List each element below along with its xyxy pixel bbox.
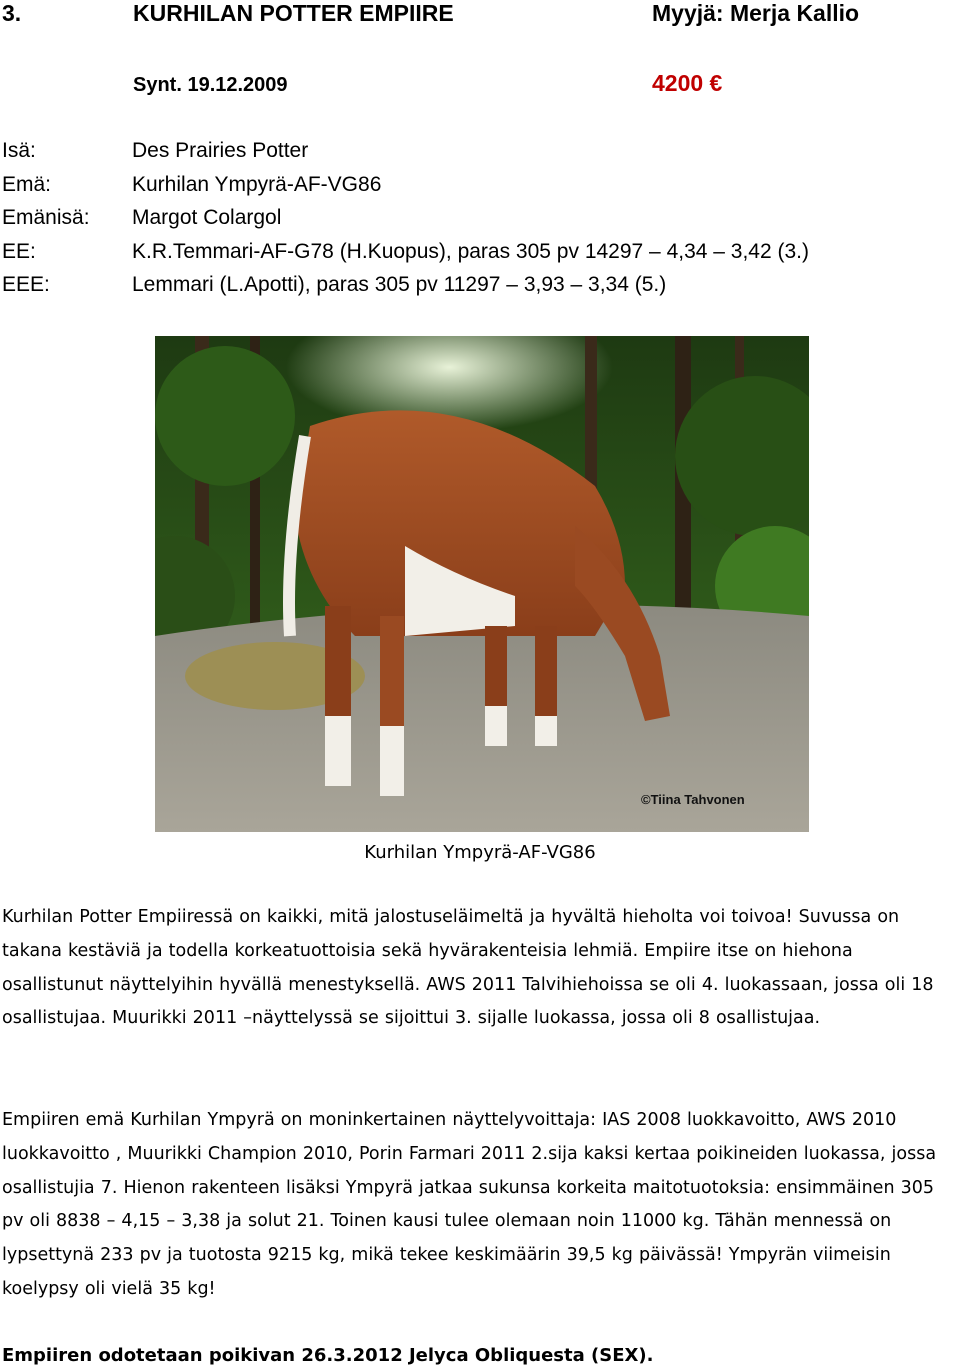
cow-photo [155,336,809,832]
cow-photo-illustration [155,336,809,832]
photo-caption: Kurhilan Ympyrä-AF-VG86 [364,842,596,863]
pedigree-label: EEE: [2,273,50,296]
pedigree-value: Margot Colargol [132,206,282,229]
pedigree-value: K.R.Temmari-AF-G78 (H.Kuopus), paras 305 pv 14297 – 4,34 – 3,42 (3.) [132,240,809,263]
pedigree-value: Des Prairies Potter [132,139,309,162]
pedigree-label: Emänisä: [2,206,90,229]
seller: Myyjä: Merja Kallio [652,0,860,26]
photo-credit: ©Tiina Tahvonen [641,792,745,807]
calving-note: Empiiren odotetaan poikivan 26.3.2012 Jelyca Obliquesta (SEX). [2,1345,654,1366]
birth-date: Synt. 19.12.2009 [133,74,288,96]
description-paragraph-2: Empiiren emä Kurhilan Ympyrä on moninkertainen näyttelyvoittaja: IAS 2008 luokkavoitto, AWS 2010 luokkavoitto , Muurikki Champion 2010, Porin Farmari 2011 2.sija kaksi kertaa poikineiden luokassa, jossa osallistujia 7. Hienon rakenteen lisäksi Ympyrä jatkaa sukunsa korkeita maitotuotoksia: ensimmäinen 305 pv oli 8838 – 4,15 – 3,38 ja solut 21. Toinen kausi tulee olemaan noin 11000 kg. Tähän mennessä on lypsettynä 233 pv ja tuotosta 9215 kg, mikä tekee keskimäärin 39,5 kg päivässä! Ympyrän viimeisin koelypsy oli vielä 35 kg! [2,1110,937,1299]
description-paragraph-1: Kurhilan Potter Empiiressä on kaikki, mitä jalostuseläimeltä ja hyvältä hieholta voi toivoa! Suvussa on takana kestäviä ja todella korkeatuottoisia sekä hyvärakenteisia lehmiä. Empiire itse on hiehona osallistunut näyttelyihin hyvällä menestyksellä. AWS 2011 Talvihiehoissa se oli 4. luokassaan, jossa oli 18 osallistujaa. Muurikki 2011 –näyttelyssä se sijoittui 3. sijalle luokassa, jossa oli 8 osallistujaa. [2,907,934,1029]
pedigree-value: Kurhilan Ympyrä-AF-VG86 [132,173,382,196]
animal-name: KURHILAN POTTER EMPIIRE [133,0,454,26]
price: 4200 € [652,70,723,96]
pedigree-value: Lemmari (L.Apotti), paras 305 pv 11297 – 3,93 – 3,34 (5.) [132,273,667,296]
pedigree-label: Emä: [2,173,52,196]
lot-number: 3. [2,0,22,26]
pedigree-label: EE: [2,240,36,263]
pedigree-label: Isä: [2,139,36,162]
